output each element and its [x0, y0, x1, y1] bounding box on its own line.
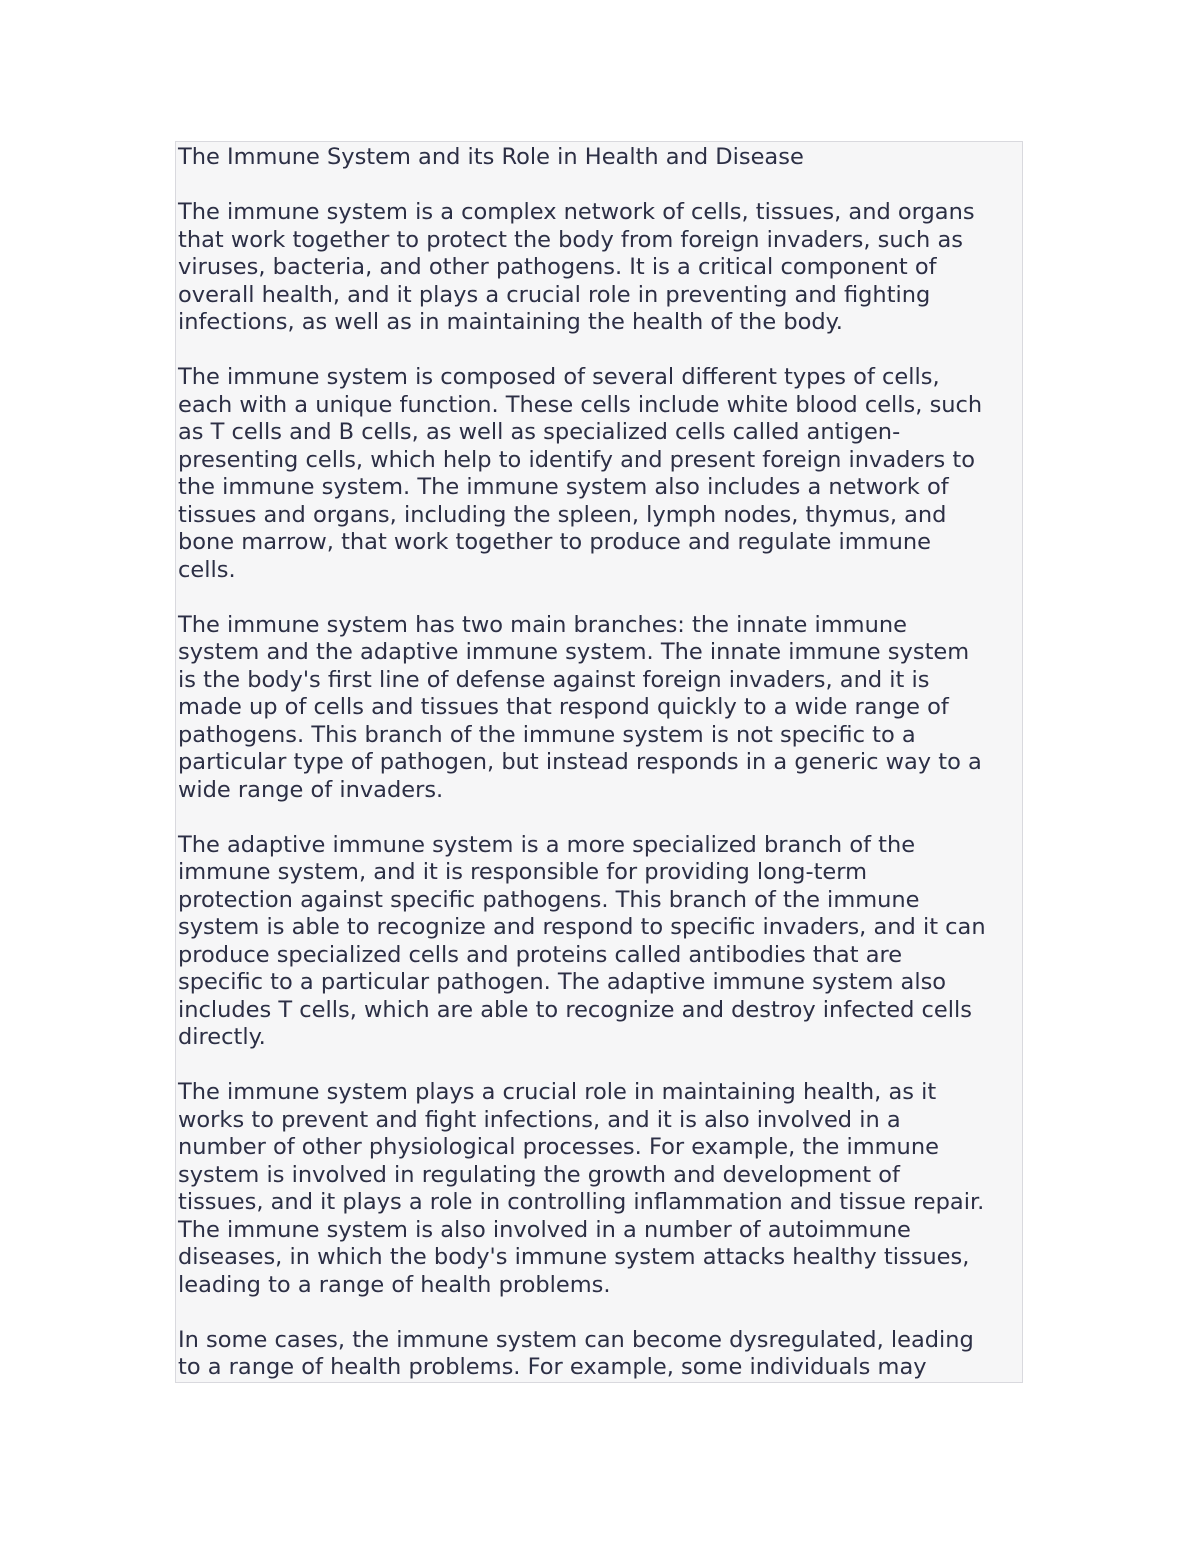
document-paragraph-1: The immune system is a complex network of cells, tissues, and organs that work together to protect the body from foreign invaders, such as viruses, bacteria, and other pathogens. It is a critical component of overall health, and it plays a crucial role in preventing and fighting infections, as well as in maintaining the health of the body.	[178, 199, 975, 335]
document-paragraph-3: The immune system has two main branches: the innate immune system and the adaptive immune system. The innate immune system is the body's first line of defense against foreign invaders, and it is made up of cells and tissues that respond quickly to a wide range of pathogens. This branch of the immune system is not specific to a particular type of pathogen, but instead responds in a generic way to a wide range of invaders.	[178, 611, 982, 803]
document-text-box	[175, 141, 1023, 1383]
document-paragraph-5: The immune system plays a crucial role in maintaining health, as it works to prevent and fight infections, and it is also involved in a number of other physiological processes. For example, the immune system is involved in regulating the growth and development of tissues, and it plays a role in controlling inflammation and tissue repair. The immune system is also involved in a number of autoimmune diseases, in which the body's immune system attacks healthy tissues, leading to a range of health problems.	[178, 1079, 985, 1298]
document-paragraph-2: The immune system is composed of several different types of cells, each with a unique function. These cells include white blood cells, such as T cells and B cells, as well as specialized cells called antigen- presenting cells, which help to identify and present foreign invaders to the immune system. The immune system also includes a network of tissues and organs, including the spleen, lymph nodes, thymus, and bone marrow, that work together to produce and regulate immune cells.	[178, 364, 983, 583]
document-paragraph-6: In some cases, the immune system can become dysregulated, leading to a range of health problems. For example, some individuals may	[178, 1326, 974, 1380]
document-title: The Immune System and its Role in Health and Disease	[178, 144, 804, 170]
document-paragraph-4: The adaptive immune system is a more specialized branch of the immune system, and it is responsible for providing long-term protection against specific pathogens. This branch of the immune system is able to recognize and respond to specific invaders, and it can produce specialized cells and proteins called antibodies that are specific to a particular pathogen. The adaptive immune system also includes T cells, which are able to recognize and destroy infected cells directly.	[178, 831, 986, 1050]
